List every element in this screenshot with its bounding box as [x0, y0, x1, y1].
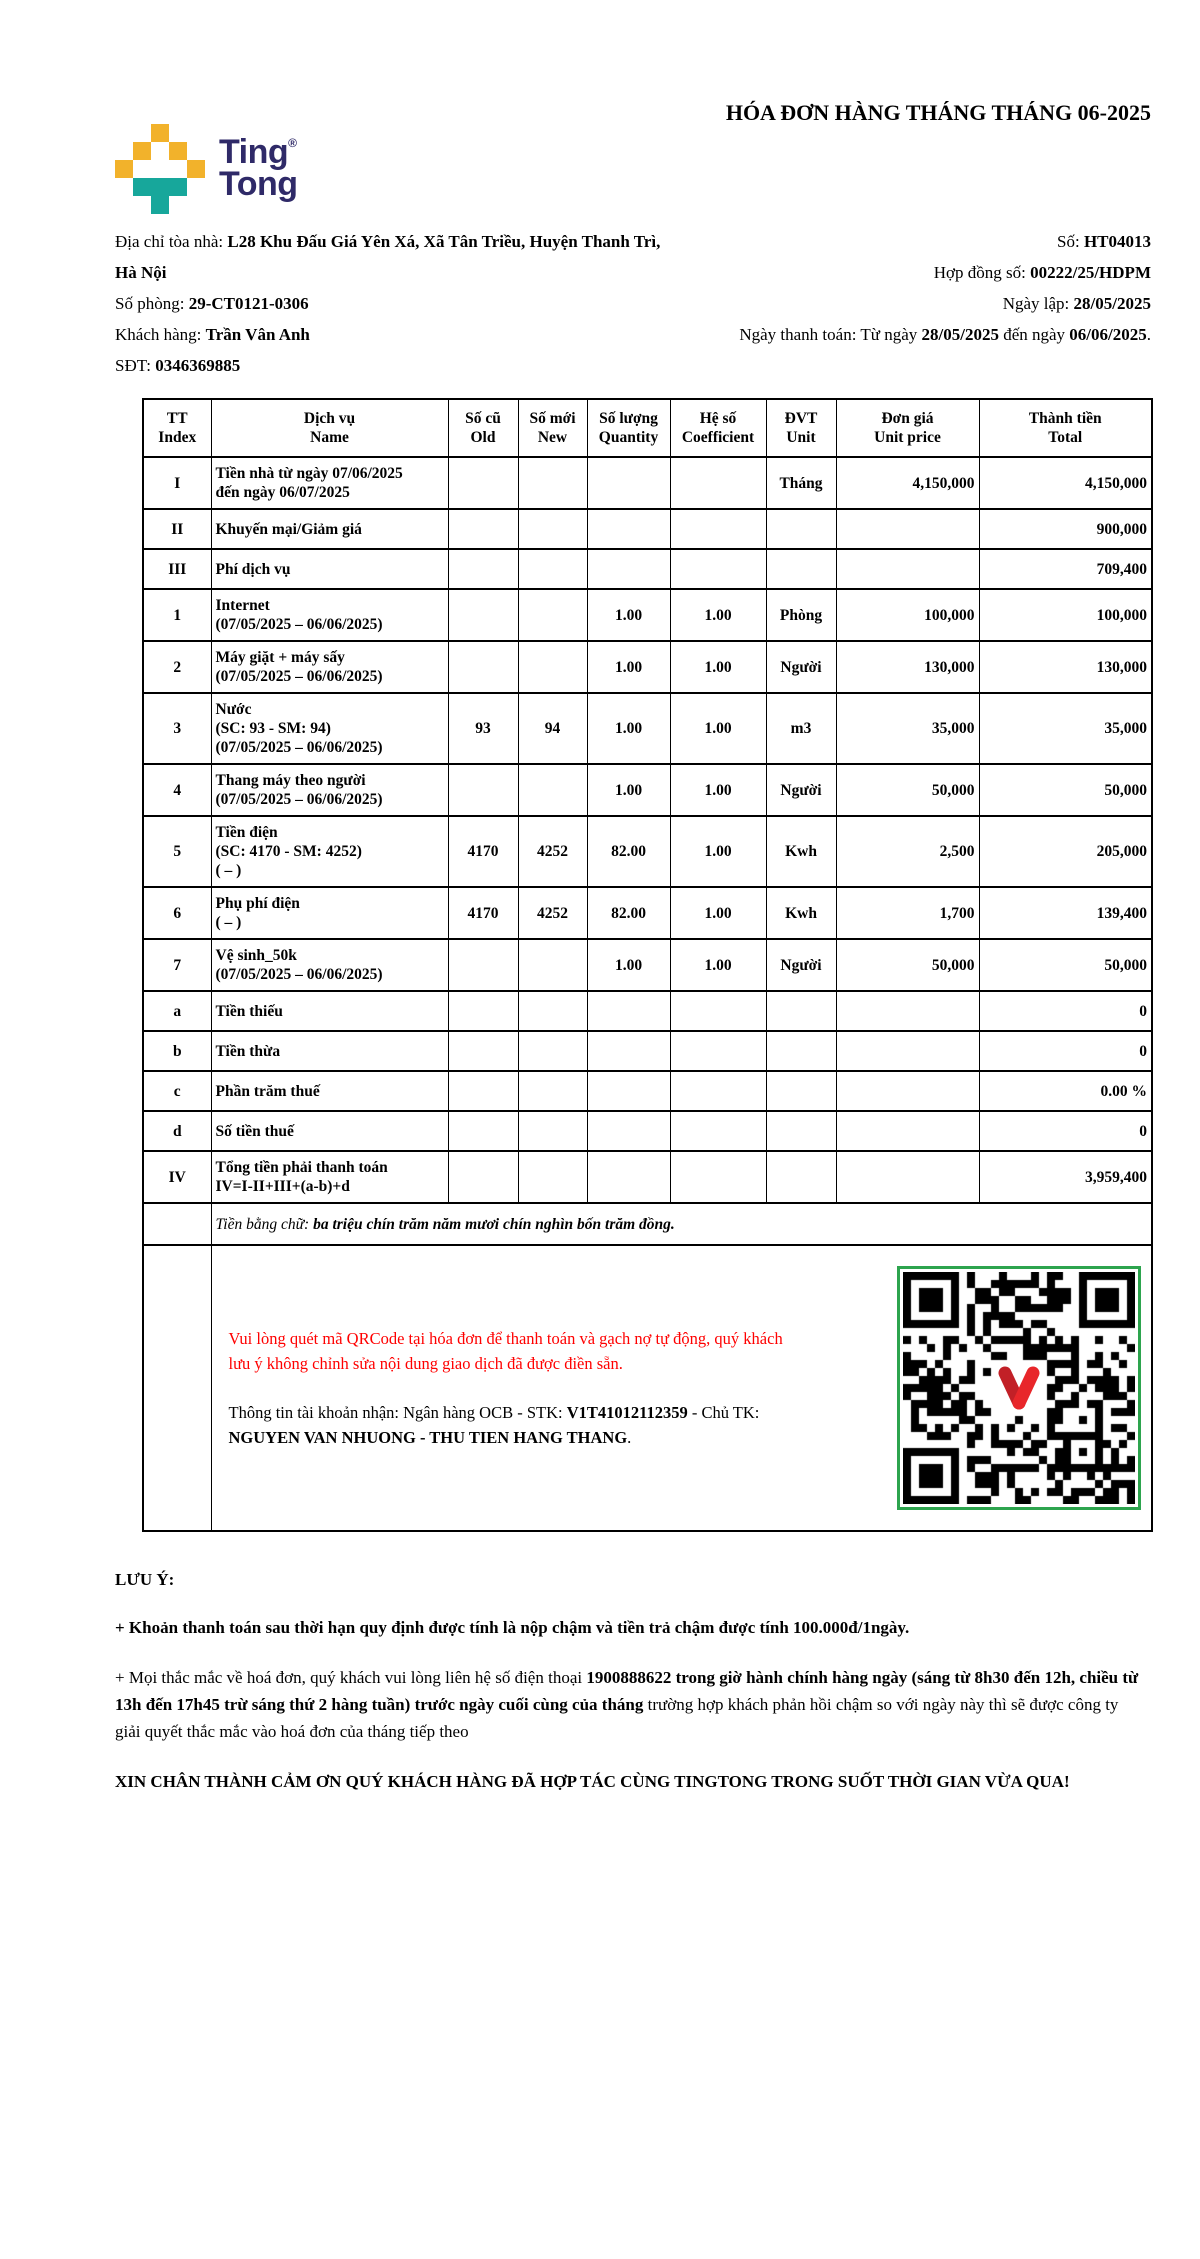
- cell-new: [518, 549, 587, 589]
- table-row: [143, 816, 1152, 887]
- cell-name: Vệ sinh_50k (07/05/2025 – 06/06/2025): [211, 939, 448, 991]
- cell-idx: III: [143, 549, 211, 589]
- column-header: Số mới New: [518, 399, 587, 457]
- meta-line-right: Ngày thanh toán: Từ ngày 28/05/2025 đến ngày 06/06/2025.: [739, 325, 1151, 344]
- cell-price: [836, 509, 979, 549]
- cell-total: 0.00 %: [979, 1071, 1152, 1111]
- cell-coef: 1.00: [670, 641, 766, 693]
- cell-qty: 82.00: [587, 887, 670, 939]
- cell-new: [518, 509, 587, 549]
- cell-name: Phần trăm thuế: [211, 1071, 448, 1111]
- cell-coef: 1.00: [670, 764, 766, 816]
- cell-idx: I: [143, 457, 211, 509]
- cell-idx: 5: [143, 816, 211, 887]
- cell-new: [518, 1151, 587, 1203]
- cell-qty: [587, 509, 670, 549]
- column-header: Số cũ Old: [448, 399, 518, 457]
- cell-old: 93: [448, 693, 518, 764]
- table-header-row: [143, 399, 1152, 457]
- meta-line-left: Địa chỉ tòa nhà: L28 Khu Đấu Giá Yên Xá, Xã Tân Triều, Huyện Thanh Trì, Hà Nội: [115, 232, 661, 282]
- column-header: Dịch vụ Name: [211, 399, 448, 457]
- cell-old: [448, 1071, 518, 1111]
- table-row: [143, 1031, 1152, 1071]
- cell-name: Tiền thiếu: [211, 991, 448, 1031]
- cell-old: [448, 549, 518, 589]
- cell-idx: d: [143, 1111, 211, 1151]
- cell-price: [836, 549, 979, 589]
- amount-in-words-row: [143, 1203, 1152, 1245]
- cell-qty: [587, 1031, 670, 1071]
- empty-cell: [143, 1203, 211, 1245]
- cell-price: [836, 991, 979, 1031]
- empty-cell: [143, 1245, 211, 1531]
- payment-account-info: Thông tin tài khoản nhận: Ngân hàng OCB - STK: V1T41012112359 - Chủ TK: NGUYEN VAN NHUONG - THU TIEN HANG THANG.: [228, 1403, 760, 1447]
- cell-qty: [587, 457, 670, 509]
- cell-old: [448, 939, 518, 991]
- brand-wordmark: [219, 133, 298, 203]
- cell-coef: 1.00: [670, 887, 766, 939]
- cell-new: 4252: [518, 816, 587, 887]
- meta-line-left: Khách hàng: Trần Vân Anh: [115, 325, 310, 344]
- cell-idx: 1: [143, 589, 211, 641]
- meta-line-right: Ngày lập: 28/05/2025: [1002, 294, 1151, 313]
- cell-new: [518, 991, 587, 1031]
- column-header: Số lượng Quantity: [587, 399, 670, 457]
- table-row: [143, 939, 1152, 991]
- payment-qr-frame: [897, 1266, 1141, 1510]
- notes-list: [115, 1614, 1145, 1795]
- cell-total: 205,000: [979, 816, 1152, 887]
- cell-old: 4170: [448, 887, 518, 939]
- cell-unit: [766, 1111, 836, 1151]
- table-row: [143, 589, 1152, 641]
- cell-coef: [670, 1151, 766, 1203]
- cell-total: 50,000: [979, 764, 1152, 816]
- cell-new: [518, 764, 587, 816]
- cell-unit: m3: [766, 693, 836, 764]
- meta-line-left: Số phòng: 29-CT0121-0306: [115, 294, 309, 313]
- cell-price: 2,500: [836, 816, 979, 887]
- cell-total: 0: [979, 1031, 1152, 1071]
- cell-new: 94: [518, 693, 587, 764]
- meta-line-right: Hợp đồng số: 00222/25/HDPM: [933, 263, 1151, 282]
- cell-coef: [670, 509, 766, 549]
- payment-text-block: [229, 1326, 794, 1450]
- cell-price: 100,000: [836, 589, 979, 641]
- brand-name-top: Ting: [219, 133, 289, 172]
- column-header: ĐVT Unit: [766, 399, 836, 457]
- cell-unit: Kwh: [766, 887, 836, 939]
- cell-total: 0: [979, 1111, 1152, 1151]
- column-header: Thành tiền Total: [979, 399, 1152, 457]
- amount-in-words: [211, 1203, 1152, 1245]
- cell-new: [518, 457, 587, 509]
- cell-name: Tiền nhà từ ngày 07/06/2025 đến ngày 06/07/2025: [211, 457, 448, 509]
- amount-in-words-value: ba triệu chín trăm năm mươi chín nghìn bốn trăm đồng.: [313, 1215, 675, 1233]
- cell-name: Tiền thừa: [211, 1031, 448, 1071]
- cell-unit: Tháng: [766, 457, 836, 509]
- brand-name-bottom: Tong: [219, 165, 298, 203]
- cell-old: [448, 1111, 518, 1151]
- cell-coef: [670, 991, 766, 1031]
- vietqr-v-icon: [993, 1362, 1045, 1414]
- cell-coef: 1.00: [670, 589, 766, 641]
- cell-unit: [766, 991, 836, 1031]
- cell-coef: [670, 1031, 766, 1071]
- table-row: [143, 764, 1152, 816]
- cell-coef: 1.00: [670, 939, 766, 991]
- table-row: [143, 887, 1152, 939]
- cell-old: [448, 1031, 518, 1071]
- cell-name: Phụ phí điện ( – ): [211, 887, 448, 939]
- cell-price: 4,150,000: [836, 457, 979, 509]
- qr-payment-notice: Vui lòng quét mã QRCode tại hóa đơn để thanh toán và gạch nợ tự động, quý khách lưu ý không chỉnh sửa nội dung giao dịch đã được điền sẵn.: [228, 1329, 783, 1373]
- cell-unit: [766, 509, 836, 549]
- meta-line-left: SĐT: 0346369885: [115, 356, 241, 375]
- cell-old: [448, 764, 518, 816]
- cell-unit: [766, 549, 836, 589]
- note-item: XIN CHÂN THÀNH CẢM ƠN QUÝ KHÁCH HÀNG ĐÃ HỢP TÁC CÙNG TINGTONG TRONG SUỐT THỜI GIAN VỪA QUA!: [115, 1772, 1070, 1791]
- cell-unit: [766, 1031, 836, 1071]
- page-title: HÓA ĐƠN HÀNG THÁNG THÁNG 06-2025: [725, 100, 1151, 125]
- cell-idx: 4: [143, 764, 211, 816]
- cell-qty: 82.00: [587, 816, 670, 887]
- cell-idx: b: [143, 1031, 211, 1071]
- column-header: Đơn giá Unit price: [836, 399, 979, 457]
- cell-new: [518, 1071, 587, 1111]
- cell-coef: 1.00: [670, 693, 766, 764]
- cell-total: 3,959,400: [979, 1151, 1152, 1203]
- cell-total: 709,400: [979, 549, 1152, 589]
- cell-name: Internet (07/05/2025 – 06/06/2025): [211, 589, 448, 641]
- table-row: [143, 549, 1152, 589]
- payment-cell: [211, 1245, 1152, 1531]
- cell-qty: 1.00: [587, 693, 670, 764]
- cell-price: 50,000: [836, 764, 979, 816]
- cell-price: [836, 1071, 979, 1111]
- notes-section: [115, 1570, 1145, 1795]
- table-row: [143, 509, 1152, 549]
- cell-old: [448, 589, 518, 641]
- cell-total: 139,400: [979, 887, 1152, 939]
- cell-idx: 3: [143, 693, 211, 764]
- table-row: [143, 1071, 1152, 1111]
- cell-new: [518, 939, 587, 991]
- cell-new: [518, 1031, 587, 1071]
- cell-idx: IV: [143, 1151, 211, 1203]
- cell-total: 130,000: [979, 641, 1152, 693]
- tingtong-logo: [115, 124, 298, 214]
- cell-total: 50,000: [979, 939, 1152, 991]
- cell-unit: Phòng: [766, 589, 836, 641]
- cell-old: 4170: [448, 816, 518, 887]
- cell-total: 100,000: [979, 589, 1152, 641]
- cell-qty: 1.00: [587, 641, 670, 693]
- cell-name: Thang máy theo người (07/05/2025 – 06/06/2025): [211, 764, 448, 816]
- cell-old: [448, 457, 518, 509]
- cell-new: [518, 1111, 587, 1151]
- cell-name: Số tiền thuế: [211, 1111, 448, 1151]
- cell-unit: Người: [766, 939, 836, 991]
- cell-price: 50,000: [836, 939, 979, 991]
- payment-row: [143, 1245, 1152, 1531]
- cell-total: 0: [979, 991, 1152, 1031]
- cell-qty: 1.00: [587, 939, 670, 991]
- cell-old: [448, 1151, 518, 1203]
- cell-name: Tổng tiền phải thanh toán IV=I-II+III+(a-b)+d: [211, 1151, 448, 1203]
- registered-mark: ®: [288, 136, 297, 151]
- cell-coef: [670, 549, 766, 589]
- column-header: TT Index: [143, 399, 211, 457]
- column-header: Hệ số Coefficient: [670, 399, 766, 457]
- note-item: + Mọi thắc mắc về hoá đơn, quý khách vui lòng liên hệ số điện thoại 1900888622 trong giờ hành chính hàng ngày (sáng từ 8h30 đến 12h, chiều từ 13h đến 17h45 trừ sáng thứ 2 hàng tuần) trước ngày cuối cùng của tháng trường hợp khách phản hồi chậm so với ngày này thì sẽ được công ty giải quyết thắc mắc vào hoá đơn của tháng tiếp theo: [115, 1668, 1139, 1741]
- meta-right-block: [683, 226, 1151, 381]
- meta-left-block: [115, 226, 683, 381]
- cell-name: Tiền điện (SC: 4170 - SM: 4252) ( – ): [211, 816, 448, 887]
- cell-idx: a: [143, 991, 211, 1031]
- table-row: [143, 991, 1152, 1031]
- cell-name: Nước (SC: 93 - SM: 94) (07/05/2025 – 06/06/2025): [211, 693, 448, 764]
- cell-coef: 1.00: [670, 816, 766, 887]
- cell-qty: [587, 549, 670, 589]
- note-item: + Khoản thanh toán sau thời hạn quy định được tính là nộp chậm và tiền trả chậm được tính 100.000đ/1ngày.: [115, 1618, 910, 1637]
- cell-old: [448, 991, 518, 1031]
- cell-idx: II: [143, 509, 211, 549]
- cell-name: Khuyến mại/Giảm giá: [211, 509, 448, 549]
- cell-price: 1,700: [836, 887, 979, 939]
- cell-price: 130,000: [836, 641, 979, 693]
- cell-unit: Người: [766, 764, 836, 816]
- cell-qty: [587, 1111, 670, 1151]
- cell-price: [836, 1031, 979, 1071]
- invoice-table: [142, 398, 1153, 1532]
- cell-idx: c: [143, 1071, 211, 1111]
- cell-name: Phí dịch vụ: [211, 549, 448, 589]
- table-row: [143, 1151, 1152, 1203]
- cell-unit: Kwh: [766, 816, 836, 887]
- cell-idx: 2: [143, 641, 211, 693]
- cell-price: [836, 1151, 979, 1203]
- cell-old: [448, 509, 518, 549]
- cell-unit: [766, 1071, 836, 1111]
- cell-price: 35,000: [836, 693, 979, 764]
- cell-name: Máy giặt + máy sấy (07/05/2025 – 06/06/2025): [211, 641, 448, 693]
- cell-coef: [670, 1111, 766, 1151]
- table-row: [143, 641, 1152, 693]
- table-row: [143, 457, 1152, 509]
- cell-total: 4,150,000: [979, 457, 1152, 509]
- cell-unit: [766, 1151, 836, 1203]
- table-row: [143, 693, 1152, 764]
- cell-unit: Người: [766, 641, 836, 693]
- amount-in-words-label: Tiền bằng chữ:: [215, 1215, 314, 1233]
- cell-idx: 6: [143, 887, 211, 939]
- cell-qty: 1.00: [587, 589, 670, 641]
- tingtong-pixel-icon: [115, 124, 205, 214]
- cell-new: [518, 589, 587, 641]
- cell-total: 900,000: [979, 509, 1152, 549]
- invoice-header: [115, 98, 1151, 214]
- cell-qty: [587, 991, 670, 1031]
- cell-coef: [670, 457, 766, 509]
- meta-line-right: Số: HT04013: [1057, 232, 1151, 251]
- table-row: [143, 1111, 1152, 1151]
- cell-total: 35,000: [979, 693, 1152, 764]
- cell-qty: [587, 1071, 670, 1111]
- cell-old: [448, 641, 518, 693]
- notes-heading: LƯU Ý:: [115, 1570, 175, 1589]
- cell-qty: 1.00: [587, 764, 670, 816]
- cell-coef: [670, 1071, 766, 1111]
- invoice-meta: [115, 226, 1151, 381]
- cell-qty: [587, 1151, 670, 1203]
- cell-idx: 7: [143, 939, 211, 991]
- cell-new: [518, 641, 587, 693]
- cell-new: 4252: [518, 887, 587, 939]
- cell-price: [836, 1111, 979, 1151]
